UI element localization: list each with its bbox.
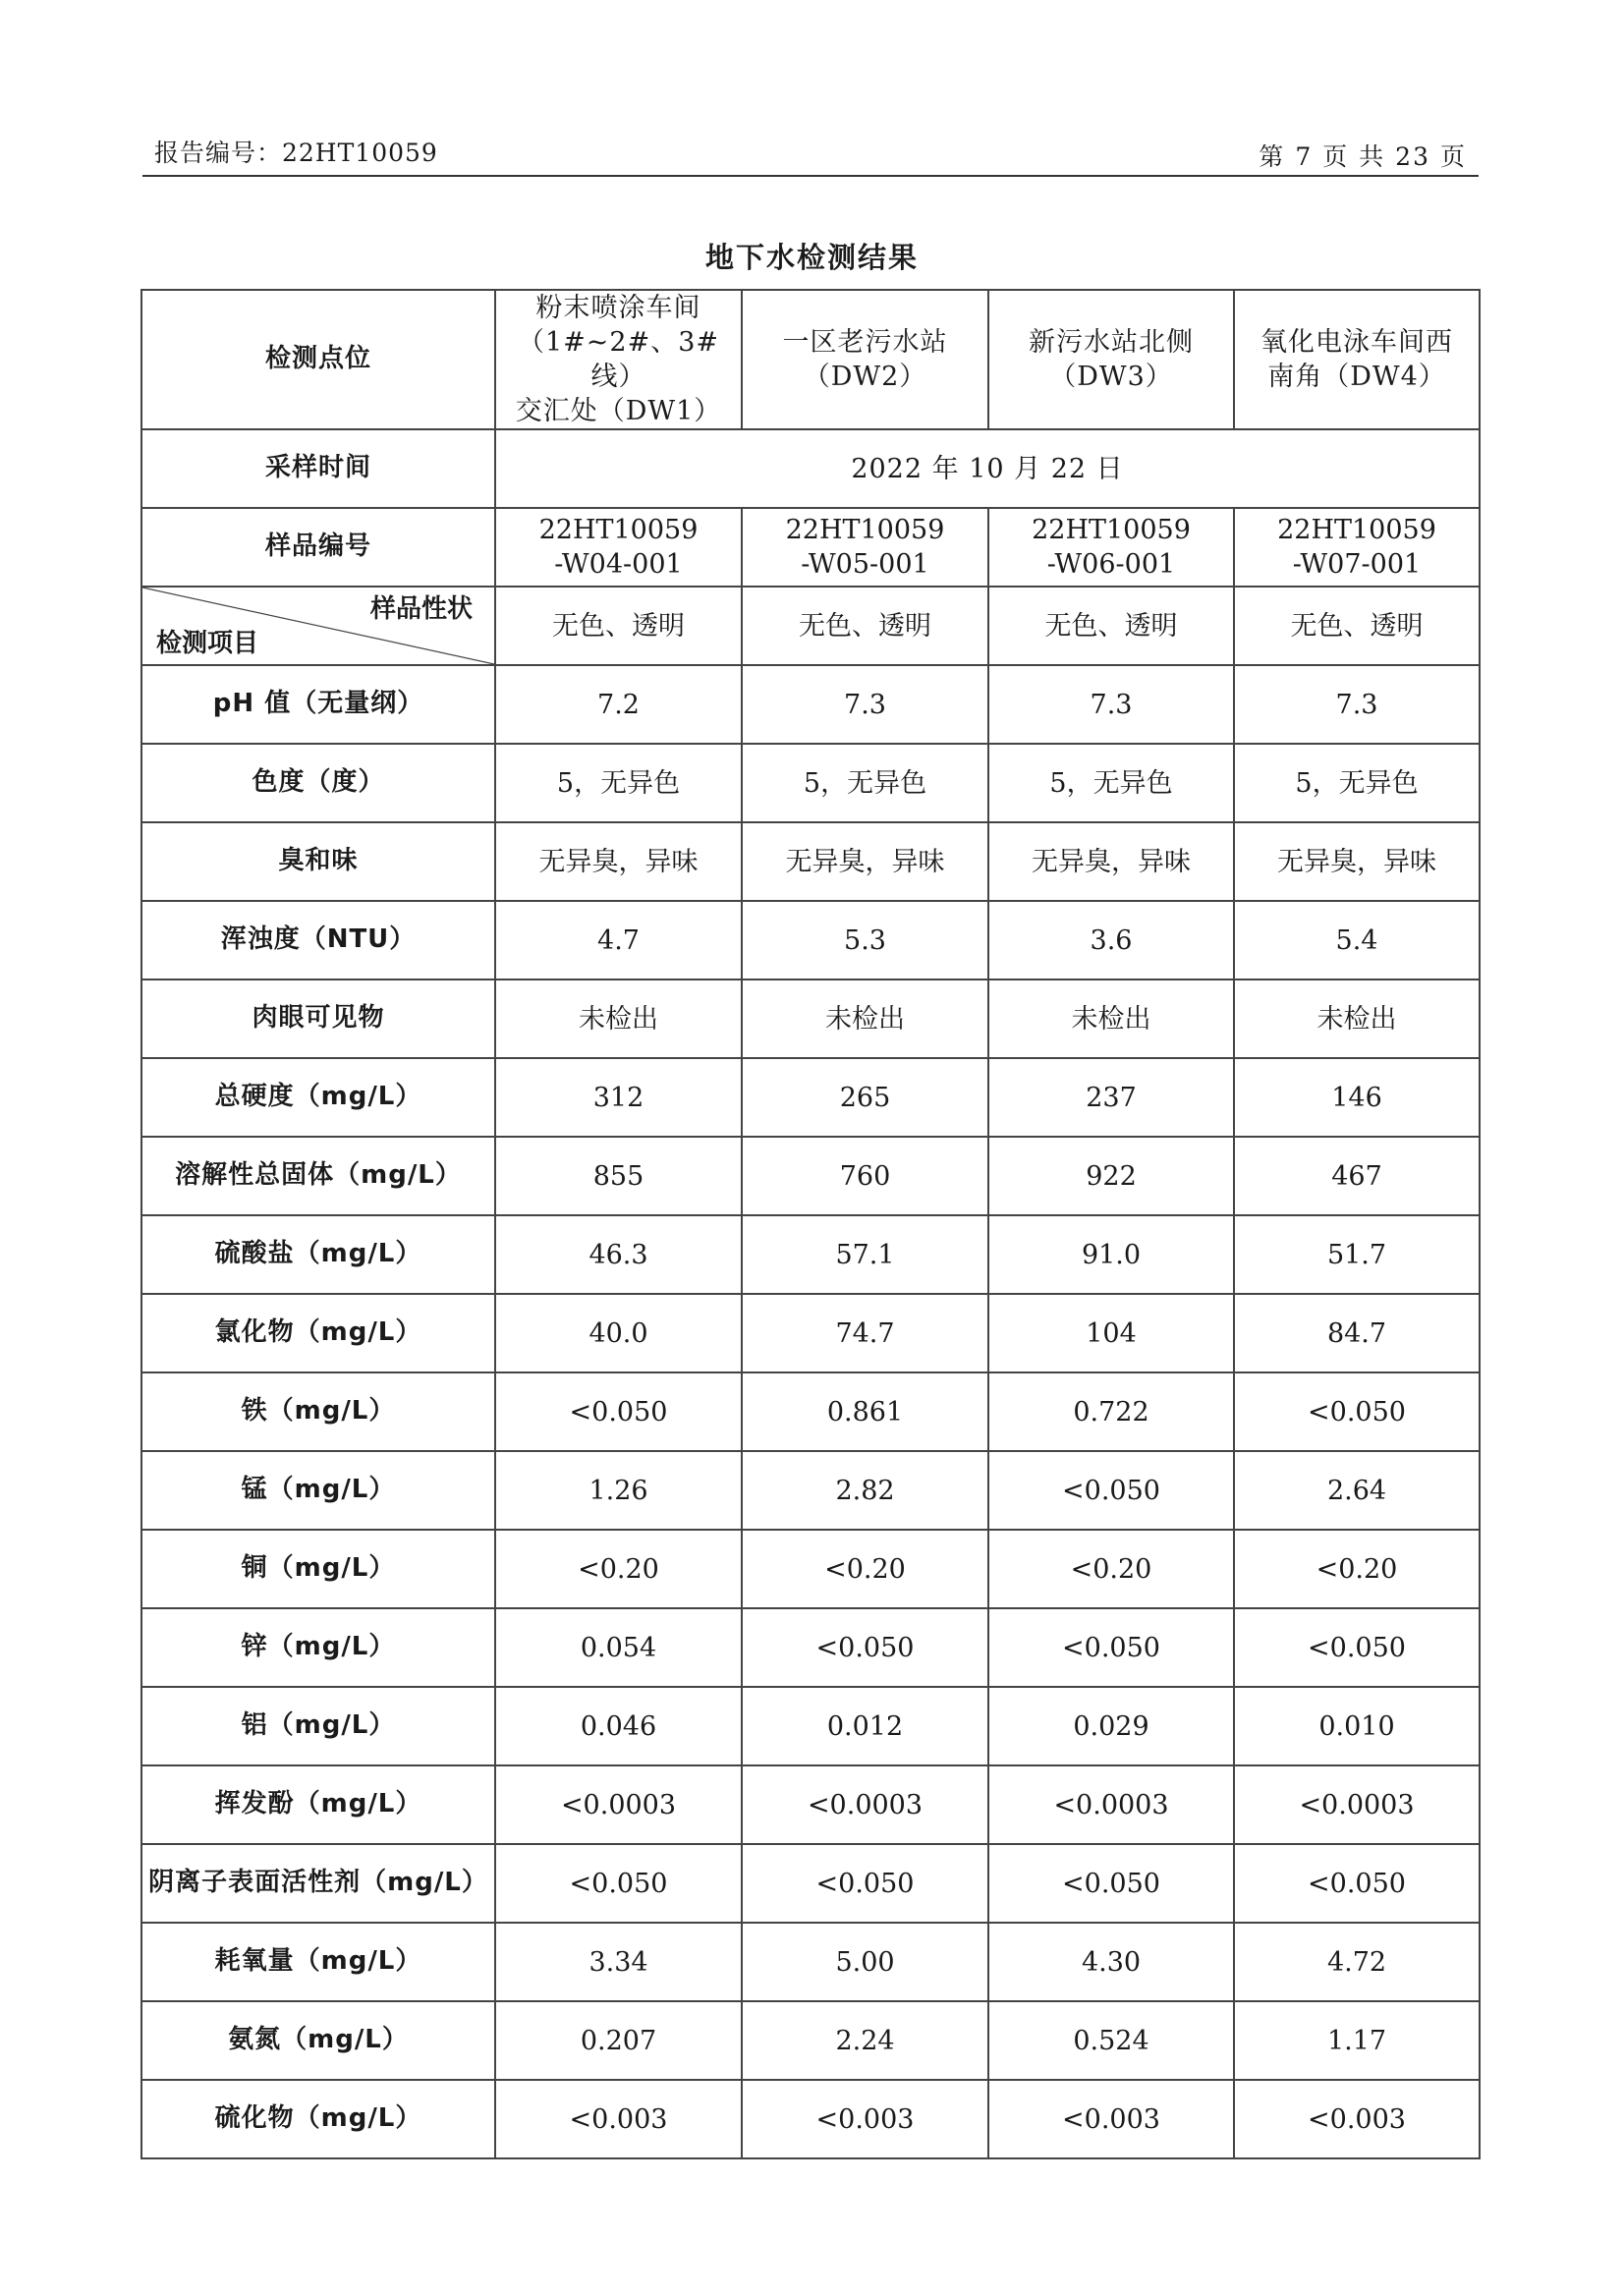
- result-value-cell: 无异臭，异味: [988, 822, 1234, 901]
- page-indicator: [1259, 138, 1467, 173]
- result-value-cell: 2.82: [742, 1451, 988, 1530]
- table-row: [141, 1608, 1480, 1687]
- sampling-date: 2022 年 10 月 22 日: [495, 429, 1480, 508]
- result-value-cell: <0.0003: [742, 1765, 988, 1844]
- sample-number-line: 22HT10059: [1277, 515, 1436, 546]
- test-item-name: 锌（mg/L）: [141, 1608, 495, 1687]
- result-value-cell: 237: [988, 1058, 1234, 1137]
- result-value-cell: <0.050: [988, 1451, 1234, 1530]
- sample-number-cell: [495, 508, 742, 587]
- result-value-cell: 5，无异色: [742, 744, 988, 822]
- sample-trait-cell: 无色、透明: [1234, 587, 1480, 665]
- result-value-cell: <0.20: [988, 1530, 1234, 1608]
- test-item-name: 挥发酚（mg/L）: [141, 1765, 495, 1844]
- test-item-name: 耗氧量（mg/L）: [141, 1923, 495, 2001]
- result-value-cell: 7.2: [495, 665, 742, 744]
- test-item-name: 色度（度）: [141, 744, 495, 822]
- result-value-cell: 0.524: [988, 2001, 1234, 2080]
- location-line: 一区老污水站: [782, 327, 948, 359]
- result-value-cell: 760: [742, 1137, 988, 1215]
- location-cell: [495, 290, 742, 429]
- result-value-cell: 5.00: [742, 1923, 988, 2001]
- result-value-cell: 922: [988, 1137, 1234, 1215]
- result-value-cell: 0.029: [988, 1687, 1234, 1765]
- result-value-cell: <0.0003: [988, 1765, 1234, 1844]
- page-suffix: 页: [1439, 142, 1467, 171]
- location-line: 交汇处（DW1）: [515, 396, 722, 427]
- sample-number-cell: [988, 508, 1234, 587]
- result-value-cell: 5，无异色: [495, 744, 742, 822]
- result-value-cell: <0.050: [742, 1608, 988, 1687]
- test-item-name: 铝（mg/L）: [141, 1687, 495, 1765]
- sample-trait-label: 样品性状: [369, 594, 473, 625]
- location-label: 检测点位: [141, 290, 495, 429]
- page-total: 23: [1395, 142, 1430, 171]
- table-row: [141, 1923, 1480, 2001]
- result-value-cell: 未检出: [988, 980, 1234, 1058]
- result-value-cell: <0.20: [1234, 1530, 1480, 1608]
- result-value-cell: 51.7: [1234, 1215, 1480, 1294]
- result-value-cell: 146: [1234, 1058, 1480, 1137]
- result-value-cell: <0.20: [495, 1530, 742, 1608]
- result-value-cell: 0.207: [495, 2001, 742, 2080]
- sample-trait-cell: 无色、透明: [988, 587, 1234, 665]
- sample-number-cell: [1234, 508, 1480, 587]
- table-row: [141, 1687, 1480, 1765]
- result-value-cell: 7.3: [1234, 665, 1480, 744]
- test-item-name: 铜（mg/L）: [141, 1530, 495, 1608]
- table-row: [141, 822, 1480, 901]
- test-item-name: 铁（mg/L）: [141, 1372, 495, 1451]
- page-mid: 页 共: [1322, 142, 1386, 171]
- sampling-time-label: 采样时间: [141, 429, 495, 508]
- result-value-cell: 1.17: [1234, 2001, 1480, 2080]
- table-row: [141, 665, 1480, 744]
- result-value-cell: 91.0: [988, 1215, 1234, 1294]
- location-line: 粉末喷涂车间: [535, 293, 701, 323]
- table-row: [141, 1215, 1480, 1294]
- result-value-cell: 未检出: [742, 980, 988, 1058]
- result-value-cell: <0.0003: [1234, 1765, 1480, 1844]
- result-value-cell: <0.003: [495, 2080, 742, 2158]
- report-number: 报告编号：22HT10059: [154, 139, 438, 167]
- table-row: [141, 2001, 1480, 2080]
- result-value-cell: 0.054: [495, 1608, 742, 1687]
- result-value-cell: <0.050: [495, 1844, 742, 1923]
- test-item-name: 氯化物（mg/L）: [141, 1294, 495, 1372]
- result-value-cell: <0.050: [988, 1608, 1234, 1687]
- result-value-cell: 84.7: [1234, 1294, 1480, 1372]
- table-row: [141, 1765, 1480, 1844]
- test-item-name: pH 值（无量纲）: [141, 665, 495, 744]
- result-value-cell: <0.050: [1234, 1372, 1480, 1451]
- test-item-name: 肉眼可见物: [141, 980, 495, 1058]
- result-value-cell: 855: [495, 1137, 742, 1215]
- sample-number-line: -W05-001: [801, 549, 929, 581]
- result-value-cell: 4.72: [1234, 1923, 1480, 2001]
- location-line: 南角（DW4）: [1267, 362, 1446, 393]
- test-item-name: 锰（mg/L）: [141, 1451, 495, 1530]
- table-row: [141, 744, 1480, 822]
- result-value-cell: 0.010: [1234, 1687, 1480, 1765]
- result-value-cell: <0.050: [1234, 1844, 1480, 1923]
- table-row: [141, 1530, 1480, 1608]
- test-item-name: 硫化物（mg/L）: [141, 2080, 495, 2158]
- result-value-cell: 2.64: [1234, 1451, 1480, 1530]
- table-row: [141, 1372, 1480, 1451]
- result-value-cell: <0.050: [988, 1844, 1234, 1923]
- result-value-cell: 7.3: [742, 665, 988, 744]
- result-value-cell: 5.4: [1234, 901, 1480, 980]
- location-cell: [742, 290, 988, 429]
- table-row: [141, 980, 1480, 1058]
- result-value-cell: 5，无异色: [1234, 744, 1480, 822]
- test-item-name: 臭和味: [141, 822, 495, 901]
- page-prefix: 第: [1259, 142, 1286, 171]
- sample-number-line: -W04-001: [554, 549, 683, 581]
- result-value-cell: <0.050: [1234, 1608, 1480, 1687]
- result-value-cell: 46.3: [495, 1215, 742, 1294]
- result-value-cell: <0.20: [742, 1530, 988, 1608]
- result-value-cell: 5.3: [742, 901, 988, 980]
- result-value-cell: 3.34: [495, 1923, 742, 2001]
- sample-number-row: [141, 508, 1480, 587]
- sampling-time-row: [141, 429, 1480, 508]
- test-item-name: 氨氮（mg/L）: [141, 2001, 495, 2080]
- page-header: [142, 130, 1479, 177]
- sample-number-line: -W06-001: [1046, 549, 1176, 581]
- result-value-cell: 265: [742, 1058, 988, 1137]
- result-value-cell: 无异臭，异味: [495, 822, 742, 901]
- result-value-cell: 未检出: [1234, 980, 1480, 1058]
- diagonal-header-cell: [141, 587, 495, 665]
- sample-number-label: 样品编号: [141, 508, 495, 587]
- sample-number-line: -W07-001: [1292, 549, 1422, 581]
- result-value-cell: 0.722: [988, 1372, 1234, 1451]
- table-title: 地下水检测结果: [704, 241, 919, 274]
- result-value-cell: 40.0: [495, 1294, 742, 1372]
- result-value-cell: <0.050: [742, 1844, 988, 1923]
- result-value-cell: 57.1: [742, 1215, 988, 1294]
- result-value-cell: 0.046: [495, 1687, 742, 1765]
- test-item-name: 溶解性总固体（mg/L）: [141, 1137, 495, 1215]
- result-value-cell: 0.012: [742, 1687, 988, 1765]
- sample-trait-cell: 无色、透明: [742, 587, 988, 665]
- sample-number-line: 22HT10059: [538, 515, 699, 546]
- table-row: [141, 1058, 1480, 1137]
- result-value-cell: <0.003: [1234, 2080, 1480, 2158]
- result-value-cell: 74.7: [742, 1294, 988, 1372]
- table-row: [141, 1294, 1480, 1372]
- test-item-name: 阴离子表面活性剂（mg/L）: [141, 1844, 495, 1923]
- result-value-cell: 1.26: [495, 1451, 742, 1530]
- sample-number-line: 22HT10059: [1032, 515, 1191, 546]
- result-value-cell: 无异臭，异味: [742, 822, 988, 901]
- page-current: 7: [1295, 142, 1314, 171]
- location-line: 氧化电泳车间西: [1260, 327, 1453, 359]
- test-item-name: 浑浊度（NTU）: [141, 901, 495, 980]
- table-row: [141, 901, 1480, 980]
- sample-number-cell: [742, 508, 988, 587]
- result-value-cell: 467: [1234, 1137, 1480, 1215]
- result-value-cell: <0.003: [742, 2080, 988, 2158]
- location-cell: [988, 290, 1234, 429]
- location-line: 新污水站北侧: [1029, 327, 1194, 359]
- sample-trait-row: [141, 587, 1480, 665]
- result-value-cell: <0.003: [988, 2080, 1234, 2158]
- result-value-cell: 0.861: [742, 1372, 988, 1451]
- location-line: （DW2）: [803, 362, 927, 393]
- result-value-cell: 4.30: [988, 1923, 1234, 2001]
- table-row: [141, 2080, 1480, 2158]
- result-value-cell: <0.050: [495, 1372, 742, 1451]
- location-line: （1#~2#、3#线）: [517, 327, 720, 393]
- table-row: [141, 1844, 1480, 1923]
- test-item-name: 硫酸盐（mg/L）: [141, 1215, 495, 1294]
- result-value-cell: 未检出: [495, 980, 742, 1058]
- location-row: [141, 290, 1480, 429]
- result-value-cell: 104: [988, 1294, 1234, 1372]
- result-value-cell: 5，无异色: [988, 744, 1234, 822]
- result-value-cell: 3.6: [988, 901, 1234, 980]
- results-table-body: [141, 290, 1480, 2158]
- sample-number-line: 22HT10059: [785, 515, 945, 546]
- location-cell: [1234, 290, 1480, 429]
- sample-trait-cell: 无色、透明: [495, 587, 742, 665]
- result-value-cell: 7.3: [988, 665, 1234, 744]
- result-value-cell: <0.0003: [495, 1765, 742, 1844]
- result-value-cell: 312: [495, 1058, 742, 1137]
- result-value-cell: 4.7: [495, 901, 742, 980]
- test-item-name: 总硬度（mg/L）: [141, 1058, 495, 1137]
- results-table: [140, 289, 1481, 2159]
- result-value-cell: 2.24: [742, 2001, 988, 2080]
- table-row: [141, 1137, 1480, 1215]
- result-value-cell: 无异臭，异味: [1234, 822, 1480, 901]
- table-row: [141, 1451, 1480, 1530]
- test-item-label: 检测项目: [156, 628, 259, 658]
- location-line: （DW3）: [1049, 362, 1173, 393]
